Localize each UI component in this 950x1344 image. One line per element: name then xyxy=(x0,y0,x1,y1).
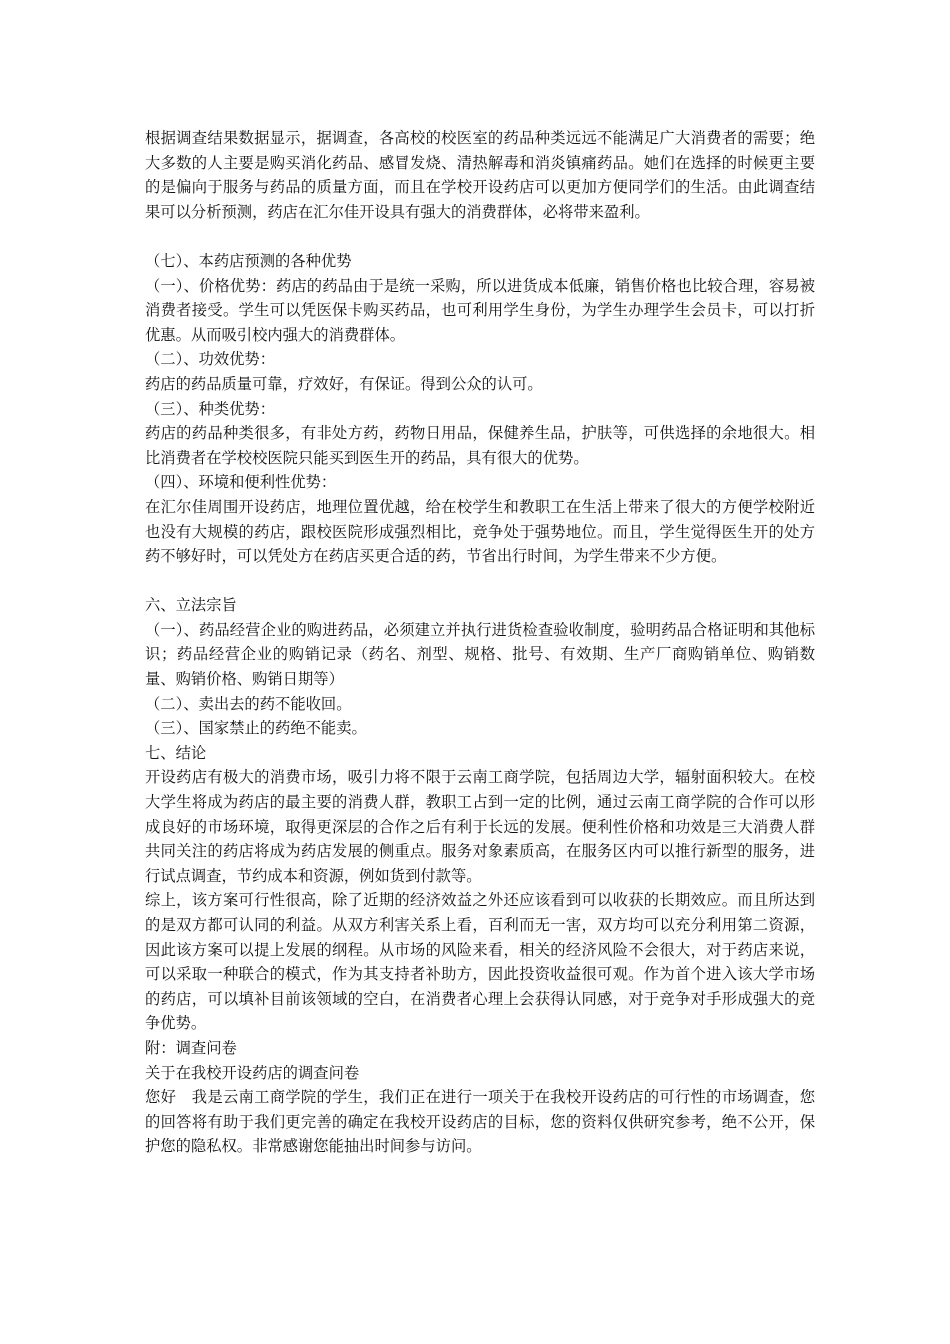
conclusion-paragraph-1: 开设药店有极大的消费市场，吸引力将不限于云南工商学院，包括周边大学，辐射面积较大。在校大学生将成为药店的最主要的消费人群，教职工占到一定的比例，通过云南工商学院的合作可以形成良好的市场环境，取得更深层的合作之后有利于长远的发展。便利性价格和功效是三大消费人群共同关注的药店将成为药店发展的侧重点。服务对象素质高，在服务区内可以推行新型的服务，进行试点调查，节约成本和资源，例如货到付款等。 xyxy=(145,768,815,885)
efficacy-advantage-heading: （二）、功效优势： xyxy=(145,350,276,369)
questionnaire-title: 关于在我校开设药店的调查问卷 xyxy=(145,1063,360,1082)
efficacy-advantage-paragraph: 药店的药品质量可靠，疗效好，有保证。得到公众的认可。 xyxy=(145,374,543,393)
appendix-heading: 附：调查问卷 xyxy=(145,1038,237,1057)
document-page xyxy=(145,126,815,1159)
variety-advantage-paragraph: 药店的药品种类很多，有非处方药，药物日用品，保健养生品，护肤等，可供选择的余地很大。相比消费者在学校校医院只能买到医生开的药品，具有很大的优势。 xyxy=(145,424,815,467)
section-heading-legislation: 六、立法宗旨 xyxy=(145,596,237,615)
price-advantage-paragraph: （一）、价格优势：药店的药品由于是统一采购，所以进货成本低廉，销售价格也比较合理，容易被消费者接受。学生可以凭医保卡购买药品，也可利用学生身份，为学生办理学生会员卡，可以打折优惠。从而吸引校内强大的消费群体。 xyxy=(145,276,815,344)
section-heading-advantages: （七）、本药店预测的各种优势 xyxy=(145,251,352,270)
survey-result-paragraph: 根据调查结果数据显示，据调查，各高校的校医室的药品种类远远不能满足广大消费者的需要；绝大多数的人主要是购买消化药品、感冒发烧、清热解毒和消炎镇痛药品。她们在选择的时候更主要的是偏向于服务与药品的质量方面，而且在学校开设药店可以更加方便同学们的生活。由此调查结果可以分析预测，药店在汇尔佳开设具有强大的消费群体，必将带来盈利。 xyxy=(145,129,815,221)
section-heading-conclusion: 七、结论 xyxy=(145,743,207,762)
blank-line xyxy=(145,224,815,249)
blank-line xyxy=(145,569,815,594)
convenience-advantage-paragraph: 在汇尔佳周围开设药店，地理位置优越，给在校学生和教职工在生活上带来了很大的方便学校附近也没有大规模的药店，跟校医院形成强烈相比，竞争处于强势地位。而且，学生觉得医生开的处方药不够好时，可以凭处方在药店买更合适的药，节省出行时间，为学生带来不少方便。 xyxy=(145,497,815,566)
variety-advantage-heading: （三）、种类优势： xyxy=(145,399,276,418)
questionnaire-intro-paragraph: 您好 我是云南工商学院的学生，我们正在进行一项关于在我校开设药店的可行性的市场调查，您的回答将有助于我们更完善的确定在我校开设药店的目标，您的资料仅供研究参考，绝不公开，保护您的隐私权。非常感谢您能抽出时间参与访问。 xyxy=(145,1088,815,1156)
legislation-item-3: （三）、国家禁止的药绝不能卖。 xyxy=(145,719,367,738)
conclusion-paragraph-2: 综上，该方案可行性很高，除了近期的经济效益之外还应该看到可以收获的长期效应。而且所达到的是双方都可认同的利益。从双方利害关系上看，百利而无一害，双方均可以充分利用第二资源，因此该方案可以提上发展的纲程。从市场的风险来看，相关的经济风险不会很大，对于药店来说，可以采取一种联合的模式，作为其支持者补助方，因此投资收益很可观。作为首个进入该大学市场的药店，可以填补目前该领域的空白，在消费者心理上会获得认同感，对于竞争对手形成强大的竞争优势。 xyxy=(145,891,815,1033)
convenience-advantage-heading: （四）、环境和便利性优势： xyxy=(145,473,337,492)
legislation-item-1: （一）、药品经营企业的购进药品，必须建立并执行进货检查验收制度，验明药品合格证明和其他标识；药品经营企业的购销记录（药名、剂型、规格、批号、有效期、生产厂商购销单位、购销数量、购销价格、购销日期等） xyxy=(145,620,815,689)
legislation-item-2: （二）、卖出去的药不能收回。 xyxy=(145,694,352,713)
